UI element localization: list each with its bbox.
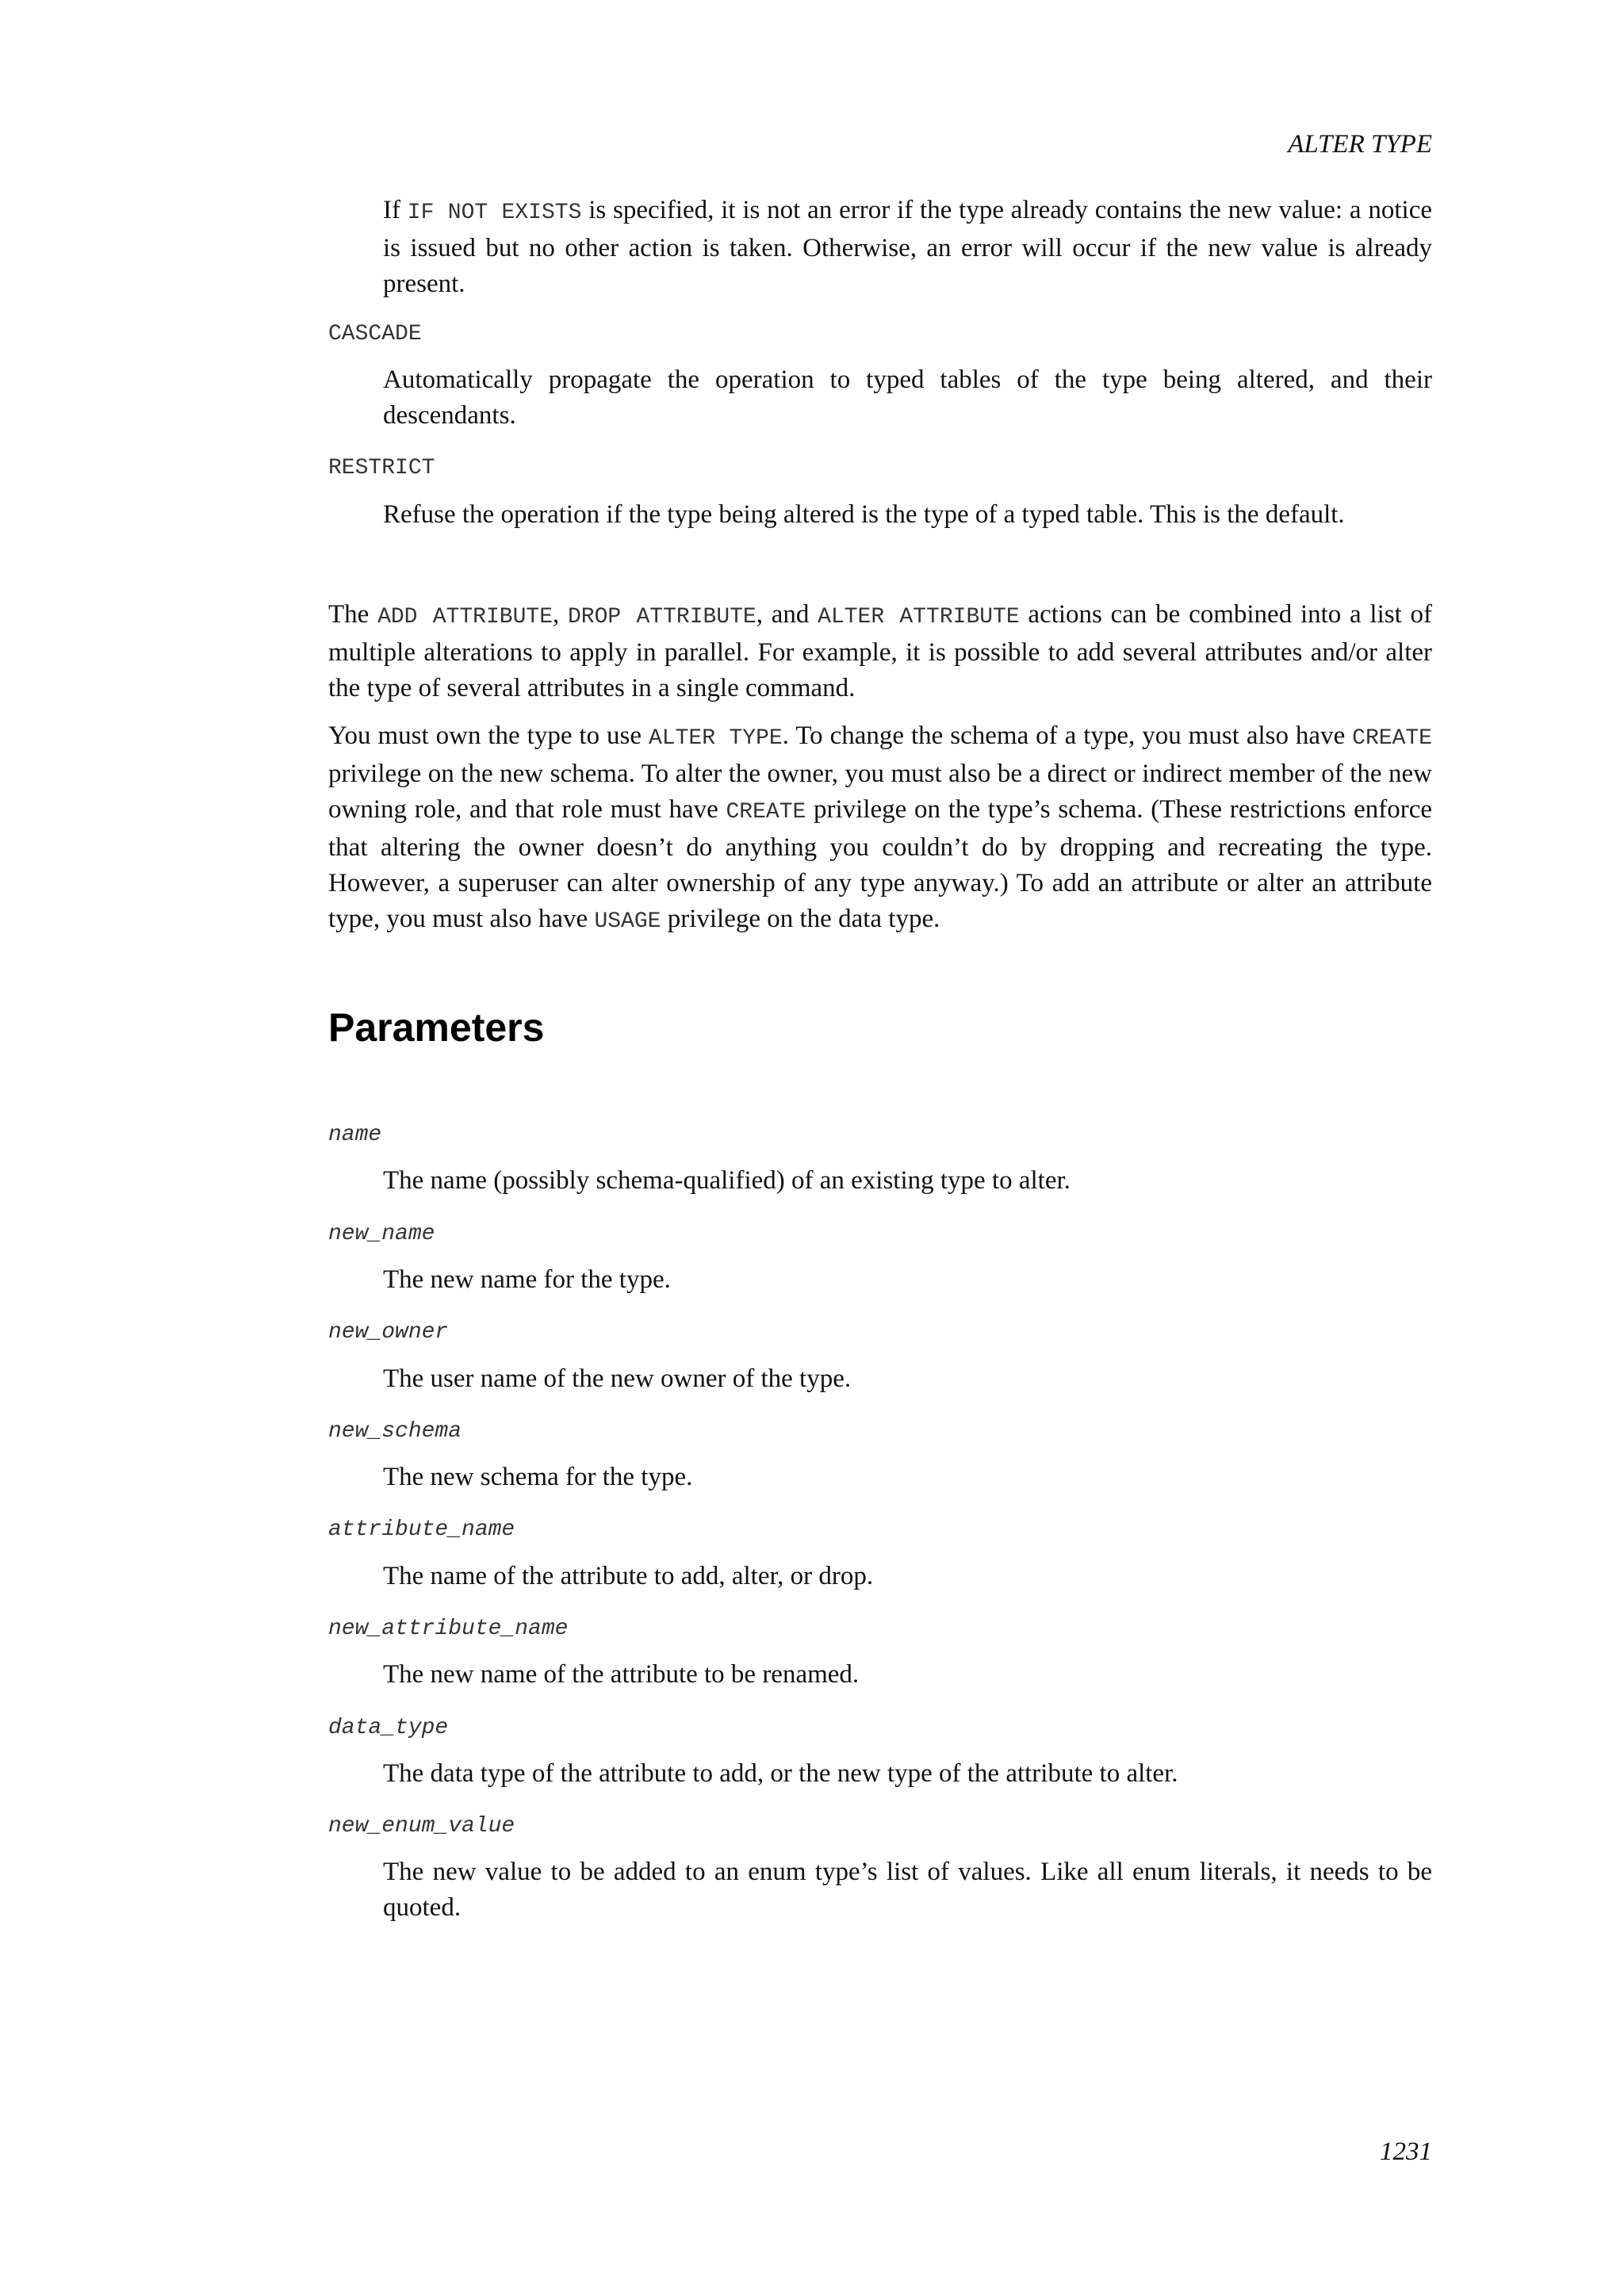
param-desc: The new name of the attribute to be renamed. — [383, 1660, 860, 1689]
paragraph-privileges: You must own the type to use ALTER TYPE. To change the schema of a type, you must also have CREATE privilege on the new schema. To alter the owner, you must also be a direct or indirect member of the new owning role, and that role must have CREATE privilege on the type’s schema. (These restrictions enforce that altering the owner doesn’t do anything you couldn’t do by dropping and recreating the type. However, a superuser can alter ownership of any type anyway.) To add an attribute or alter an attribute type, you must also have USAGE privilege on the data type. — [328, 721, 1433, 934]
param-term: data_type — [328, 1716, 449, 1740]
if-not-exists-description: If IF NOT EXISTS is specified, it is not an error if the type already contains the new value: a notice is issued but no other action is taken. Otherwise, an error will occur if the new value is already present. — [383, 196, 1432, 298]
paragraph-combine-actions: The ADD ATTRIBUTE, DROP ATTRIBUTE, and ALTER ATTRIBUTE actions can be combined into a list of multiple alterations to apply in parallel. For example, it is possible to add several attributes and/or alter the type of several attributes in a single command. — [328, 600, 1432, 702]
param-term: new_attribute_name — [328, 1617, 569, 1641]
param-term: name — [328, 1123, 382, 1147]
option-term-cascade: CASCADE — [328, 322, 422, 346]
param-desc: The name of the attribute to add, alter, or drop. — [383, 1562, 874, 1590]
inline-code: ADD ATTRIBUTE — [377, 605, 553, 629]
param-desc: The new schema for the type. — [383, 1463, 693, 1491]
section-heading: Parameters — [328, 1005, 545, 1050]
inline-code: ALTER TYPE — [648, 726, 783, 751]
param-desc: The new value to be added to an enum type’s list of values. Like all enum literals, it needs to be quoted. — [383, 1858, 1432, 1922]
param-term: new_name — [328, 1222, 435, 1246]
option-desc-restrict: Refuse the operation if the type being altered is the type of a typed table. This is the default. — [383, 500, 1345, 529]
param-desc: The data type of the attribute to add, or the new type of the attribute to alter. — [383, 1759, 1178, 1788]
inline-code: ALTER ATTRIBUTE — [818, 605, 1020, 629]
param-desc: The new name for the type. — [383, 1265, 671, 1294]
param-term: attribute_name — [328, 1517, 515, 1542]
option-desc-cascade: Automatically propagate the operation to typed tables of the type being altered, and their descendants. — [383, 365, 1432, 430]
param-term: new_enum_value — [328, 1814, 515, 1839]
document-page — [328, 0, 1432, 2296]
param-desc: The name (possibly schema-qualified) of an existing type to alter. — [383, 1166, 1071, 1195]
inline-code: CREATE — [726, 800, 806, 825]
param-term: new_owner — [328, 1320, 449, 1345]
inline-code: IF NOT EXISTS — [407, 201, 582, 225]
page-number: 1231 — [1380, 2137, 1432, 2166]
inline-code: CREATE — [1352, 726, 1432, 751]
param-term: new_schema — [328, 1419, 462, 1444]
option-term-restrict: RESTRICT — [328, 456, 435, 480]
inline-code: USAGE — [594, 909, 661, 934]
running-header: ALTER TYPE — [1288, 130, 1432, 159]
inline-code: DROP ATTRIBUTE — [568, 605, 756, 629]
param-desc: The user name of the new owner of the type. — [383, 1364, 852, 1393]
